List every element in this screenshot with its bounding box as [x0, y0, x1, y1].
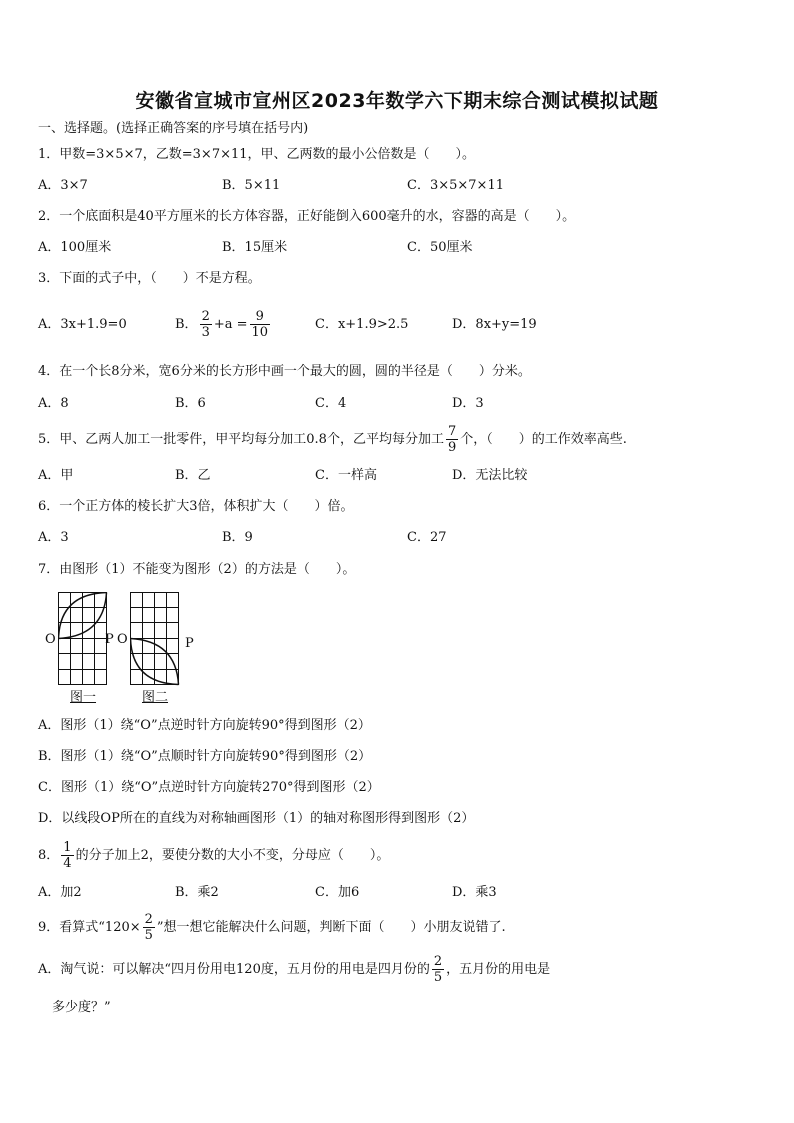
q9-option-a: A．淘气说：可以解决“四月份用电120度，五月份的用电是四月份的 $\frac{2}{5}$ ，五月份的用电是 — [38, 954, 551, 985]
q6-option-c: C．27 — [407, 530, 447, 545]
q4-option-c: C．4 — [315, 396, 347, 411]
question-8: 8． $\frac{1}{4}$ 的分子加上2，要使分数的大小不变，分母应（ ）。 — [38, 840, 390, 871]
fraction: $\frac{2}{5}$ — [144, 912, 153, 943]
q3-option-b-mid: +a = — [213, 317, 248, 332]
q5-option-c: C．一样高 — [315, 468, 377, 483]
question-1: 1．甲数=3×5×7，乙数=3×7×11，甲、乙两数的最小公倍数是（ ）。 — [38, 147, 476, 162]
q7-option-c: C．图形（1）绕“O”点逆时针方向旋转270°得到图形（2） — [38, 780, 380, 795]
q9-option-a-continued: 多少度？” — [52, 1000, 111, 1015]
figure-1-grid — [58, 592, 108, 688]
question-5: 5．甲、乙两人加工一批零件，甲平均每分加工0.8个，乙平均每分加工 $\frac{7}{9}$ 个，（ ）的工作效率高些. — [38, 424, 627, 455]
question-3: 3．下面的式子中，（ ）不是方程。 — [38, 271, 261, 286]
question-9: 9．看算式“120× $\frac{2}{5}$ ”想一想它能解决什么问题，判断下面（ ）小朋友说错了. — [38, 912, 506, 943]
q8-option-d: D．乘3 — [452, 885, 497, 900]
figure-1-label-p: P — [105, 632, 114, 647]
question-6: 6．一个正方体的棱长扩大3倍，体积扩大（ ）倍。 — [38, 499, 354, 514]
q2-option-b: B．15厘米 — [222, 240, 288, 255]
page-title: 安徽省宣城市宣州区2023年数学六下期末综合测试模拟试题 — [135, 90, 659, 112]
q4-option-a: A．8 — [38, 396, 69, 411]
fraction: $\frac{1}{4}$ — [63, 840, 72, 871]
q8-option-c: C．加6 — [315, 885, 360, 900]
section-heading: 一、选择题。(选择正确答案的序号填在括号内) — [38, 121, 309, 136]
figure-1-caption: 图一 — [70, 690, 97, 705]
figure-2-label-o: O — [117, 632, 128, 647]
q3-option-b — [175, 301, 272, 349]
q6-option-a: A．3 — [38, 530, 69, 545]
q5-option-a: A．甲 — [38, 468, 74, 483]
q1-option-c: C．3×5×7×11 — [407, 178, 504, 193]
question-7: 7．由图形（1）不能变为图形（2）的方法是（ ）。 — [38, 562, 356, 577]
figure-1-label-o: O — [45, 632, 56, 647]
q1-option-a: A．3×7 — [38, 178, 88, 193]
fraction: $\frac{9}{10}$ — [251, 309, 269, 340]
figure-2-caption: 图二 — [142, 690, 169, 705]
question-4: 4．在一个长8分米，宽6分米的长方形中画一个最大的圆，圆的半径是（ ）分米。 — [38, 364, 531, 379]
q5-option-b: B．乙 — [175, 468, 211, 483]
q3-option-c: C．x+1.9>2.5 — [315, 317, 409, 332]
q2-option-a: A．100厘米 — [38, 240, 112, 255]
q5-option-d: D．无法比较 — [452, 468, 528, 483]
fraction: $\frac{7}{9}$ — [447, 424, 457, 455]
q6-option-b: B．9 — [222, 530, 253, 545]
q4-option-b: B．6 — [175, 396, 206, 411]
fraction: $\frac{2}{5}$ — [433, 954, 443, 985]
question-2: 2．一个底面积是40平方厘米的长方体容器，正好能倒入600毫升的水，容器的高是（ ）。 — [38, 209, 576, 224]
q1-option-b: B．5×11 — [222, 178, 281, 193]
q3-option-d: D．8x+y=19 — [452, 317, 537, 332]
q3-option-b-label: B． — [175, 317, 198, 332]
q7-option-d: D．以线段OP所在的直线为对称轴画图形（1）的轴对称图形得到图形（2） — [38, 811, 475, 826]
q8-option-b: B．乘2 — [175, 885, 219, 900]
q8-option-a: A．加2 — [38, 885, 82, 900]
figure-2-grid — [130, 592, 180, 688]
figure-2-label-p: P — [185, 636, 194, 651]
q7-option-a: A．图形（1）绕“O”点逆时针方向旋转90°得到图形（2） — [38, 718, 371, 733]
q4-option-d: D．3 — [452, 396, 484, 411]
q7-option-b: B．图形（1）绕“O”点顺时针方向旋转90°得到图形（2） — [38, 749, 372, 764]
q2-option-c: C．50厘米 — [407, 240, 473, 255]
fraction: $\frac{2}{3}$ — [201, 309, 210, 340]
q3-option-a: A．3x+1.9=0 — [38, 317, 127, 332]
